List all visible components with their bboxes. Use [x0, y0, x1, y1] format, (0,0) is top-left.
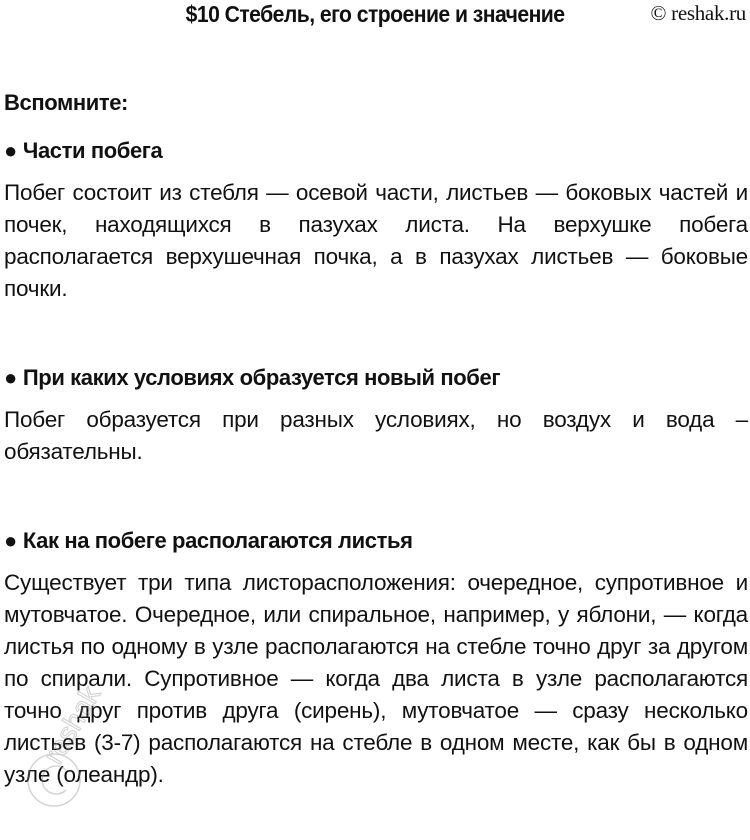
document-body	[4, 88, 748, 791]
bullet-icon: ●	[4, 138, 17, 163]
section-new-shoot-conditions	[4, 363, 748, 468]
bullet-icon: ●	[4, 528, 17, 553]
bullet-icon: ●	[4, 365, 17, 390]
copyright-label: © reshak.ru	[650, 1, 746, 25]
page-title: $10 Стебель, его строение и значение	[185, 1, 565, 27]
section-paragraph: Побег состоит из стебля — осевой части, листьев — боковых частей и почек, находящихся в пазухах листа. На верхушке побега располагается верхушечная почка, а в пазухах листьев — боковые почки.	[4, 180, 748, 301]
section-heading	[4, 526, 748, 556]
section-paragraph: Существует три типа листорасположения: очередное, супротивное и мутовчатое. Очередное, или спиральное, например, у яблони, — когда листья по одному в узле располагаются на стебле точно друг за другом по спирали. Супротивное — когда два листа в узле располагаются точно друг против друга (сирень), мутовчатое — сразу несколько листьев (3-7) располагаются на стебле в одном месте, как бы в одном узле (олеандр).	[4, 570, 748, 787]
section-heading	[4, 363, 748, 393]
page-header	[0, 0, 750, 32]
section-heading-text: Как на побеге располагаются листья	[22, 528, 413, 553]
section-heading-text: Части побега	[22, 138, 163, 163]
section-leaf-arrangement	[4, 526, 748, 791]
section-heading-text: При каких условиях образуется новый побег	[22, 365, 501, 390]
intro-label: Вспомните:	[4, 90, 128, 115]
section-heading	[4, 136, 748, 166]
section-shoot-parts	[4, 136, 748, 305]
section-paragraph: Побег образуется при разных условиях, но воздух и вода – обязательны.	[4, 407, 748, 464]
svg-text:reshak: reshak	[37, 680, 107, 769]
